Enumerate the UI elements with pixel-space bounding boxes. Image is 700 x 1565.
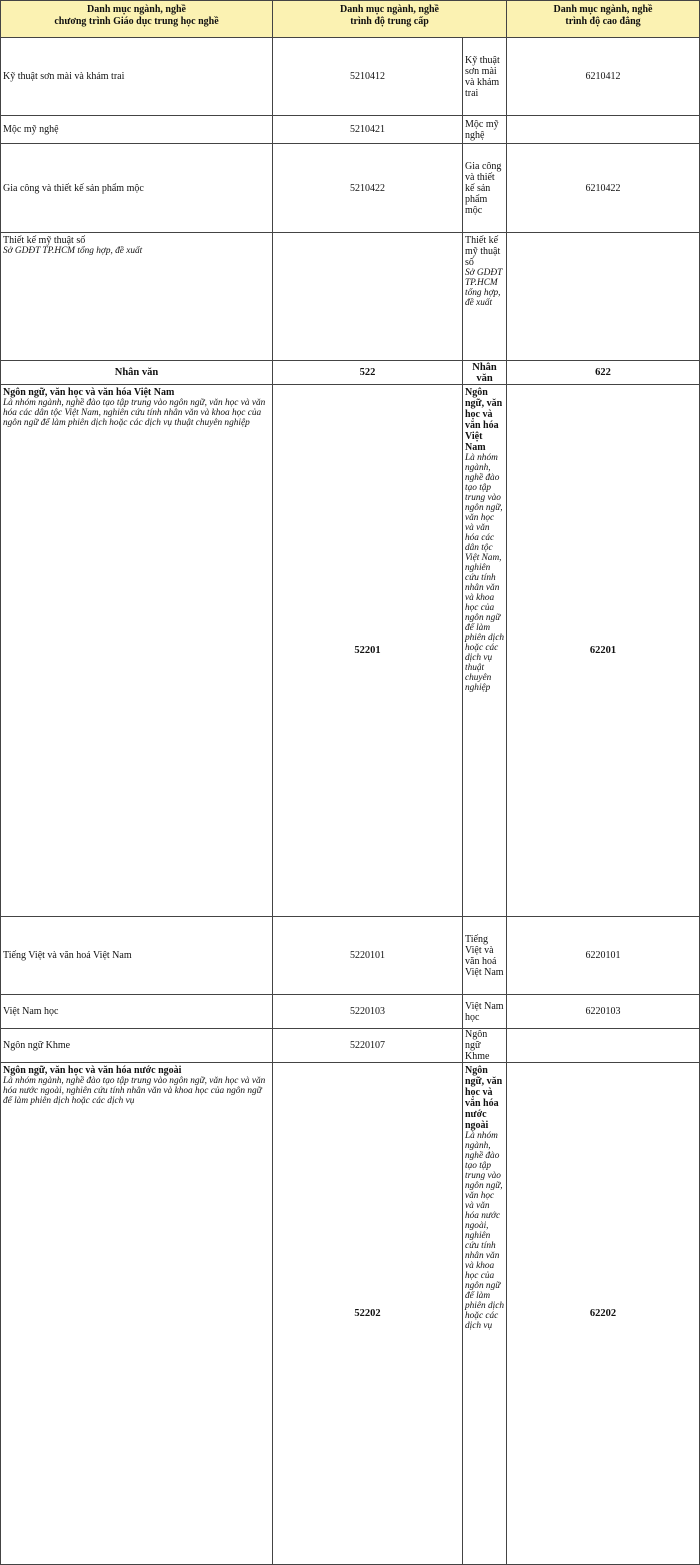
subgroup-title: Ngôn ngữ, văn học và văn hóa Việt Nam xyxy=(465,387,503,453)
occupation-code: 5220103 xyxy=(273,995,463,1029)
table-row xyxy=(1,116,700,144)
occupation-name: Gia công và thiết kế sản phẩm mộc xyxy=(463,144,507,233)
occupation-code-empty xyxy=(507,1029,700,1063)
subgroup-code: 52202 xyxy=(273,1063,463,1565)
proposal-note: Sở GDĐT TP.HCM tổng hợp, đề xuất xyxy=(465,268,503,308)
group-name: Nhân văn xyxy=(463,361,507,385)
occupation-name: Kỹ thuật sơn mài và khảm trai xyxy=(463,38,507,116)
occupation-name: Mộc mỹ nghệ xyxy=(1,116,273,144)
occupation-code-empty xyxy=(507,116,700,144)
subgroup-description: Là nhóm ngành, nghề đào tạo tập trung vào ngôn ngữ, văn học và văn hóa các dân tộc Việt Nam, nghiên cứu tính nhân văn và khoa học của ngôn ngữ để làm phiên dịch hoặc các dịch vụ thuật chuyên nghiệp xyxy=(465,453,504,693)
subgroup-code: 52201 xyxy=(273,385,463,917)
occupation-code: 5220107 xyxy=(273,1029,463,1063)
subgroup-code: 62201 xyxy=(507,385,700,917)
header-college: Danh mục ngành, nghề trình độ cao đẳng xyxy=(507,1,700,38)
occupation-name-with-note xyxy=(1,233,273,361)
header-row xyxy=(1,1,700,38)
occupation-code: 5210422 xyxy=(273,144,463,233)
subgroup-title: Ngôn ngữ, văn học và văn hóa nước ngoài xyxy=(3,1065,182,1076)
subgroup-cell xyxy=(463,1063,507,1565)
table-row xyxy=(1,917,700,995)
occupation-name: Thiết kế mỹ thuật số xyxy=(3,235,86,246)
subgroup-cell xyxy=(1,385,273,917)
occupation-name: Thiết kế mỹ thuật số xyxy=(465,235,501,268)
occupation-name: Tiếng Việt và văn hoá Việt Nam xyxy=(1,917,273,995)
header-secondary-vocational: Danh mục ngành, nghề chương trình Giáo dục trung học nghề xyxy=(1,1,273,38)
occupation-name: Gia công và thiết kế sản phẩm mộc xyxy=(1,144,273,233)
table-row xyxy=(1,144,700,233)
occupation-name: Tiếng Việt và văn hoá Việt Nam xyxy=(463,917,507,995)
subgroup-description: Là nhóm ngành, nghề đào tạo tập trung vào ngôn ngữ, văn học và văn hóa nước ngoài, nghiên cứu tính nhân văn và khoa học của ngôn ngữ để làm phiên dịch hoặc các dịch vụ xyxy=(465,1131,504,1331)
header-intermediate: Danh mục ngành, nghề trình độ trung cấp xyxy=(273,1,507,38)
occupation-code: 5210421 xyxy=(273,116,463,144)
occupation-name: Việt Nam học xyxy=(1,995,273,1029)
occupation-code: 6210422 xyxy=(507,144,700,233)
subgroup-row xyxy=(1,385,700,917)
group-code: 522 xyxy=(273,361,463,385)
subgroup-code: 62202 xyxy=(507,1063,700,1565)
occupation-name: Ngôn ngữ Khme xyxy=(1,1029,273,1063)
occupation-name: Mộc mỹ nghệ xyxy=(463,116,507,144)
proposal-note: Sở GDĐT TP.HCM tổng hợp, đề xuất xyxy=(3,246,143,256)
subgroup-cell xyxy=(1,1063,273,1565)
group-row xyxy=(1,361,700,385)
subgroup-title: Ngôn ngữ, văn học và văn hóa nước ngoài xyxy=(465,1065,503,1131)
occupation-code: 5210412 xyxy=(273,38,463,116)
occupation-code: 5220101 xyxy=(273,917,463,995)
occupation-name: Việt Nam học xyxy=(463,995,507,1029)
subgroup-cell xyxy=(463,385,507,917)
subgroup-description: Là nhóm ngành, nghề đào tạo tập trung vào ngôn ngữ, văn học và văn hóa nước ngoài, nghiên cứu tính nhân văn và khoa học của ngôn ngữ để làm phiên dịch hoặc các dịch vụ xyxy=(3,1076,266,1106)
occupation-name: Ngôn ngữ Khme xyxy=(463,1029,507,1063)
occupation-code: 6220101 xyxy=(507,917,700,995)
occupation-code: 6220103 xyxy=(507,995,700,1029)
occupation-code: 6210412 xyxy=(507,38,700,116)
occupation-code-empty xyxy=(273,233,463,361)
table-row xyxy=(1,233,700,361)
occupation-code-empty xyxy=(507,233,700,361)
subgroup-row xyxy=(1,1063,700,1565)
table-row xyxy=(1,38,700,116)
group-code: 622 xyxy=(507,361,700,385)
occupation-name: Kỹ thuật sơn mài và khảm trai xyxy=(1,38,273,116)
group-name: Nhân văn xyxy=(1,361,273,385)
table-row xyxy=(1,1029,700,1063)
table-row xyxy=(1,995,700,1029)
subgroup-title: Ngôn ngữ, văn học và văn hóa Việt Nam xyxy=(3,387,175,398)
occupation-name-with-note xyxy=(463,233,507,361)
subgroup-description: Là nhóm ngành, nghề đào tạo tập trung vào ngôn ngữ, văn học và văn hóa các dân tộc Việt Nam, nghiên cứu tính nhân văn và khoa học của ngôn ngữ để làm phiên dịch hoặc các dịch vụ thuật chuyên nghiệp xyxy=(3,398,266,428)
